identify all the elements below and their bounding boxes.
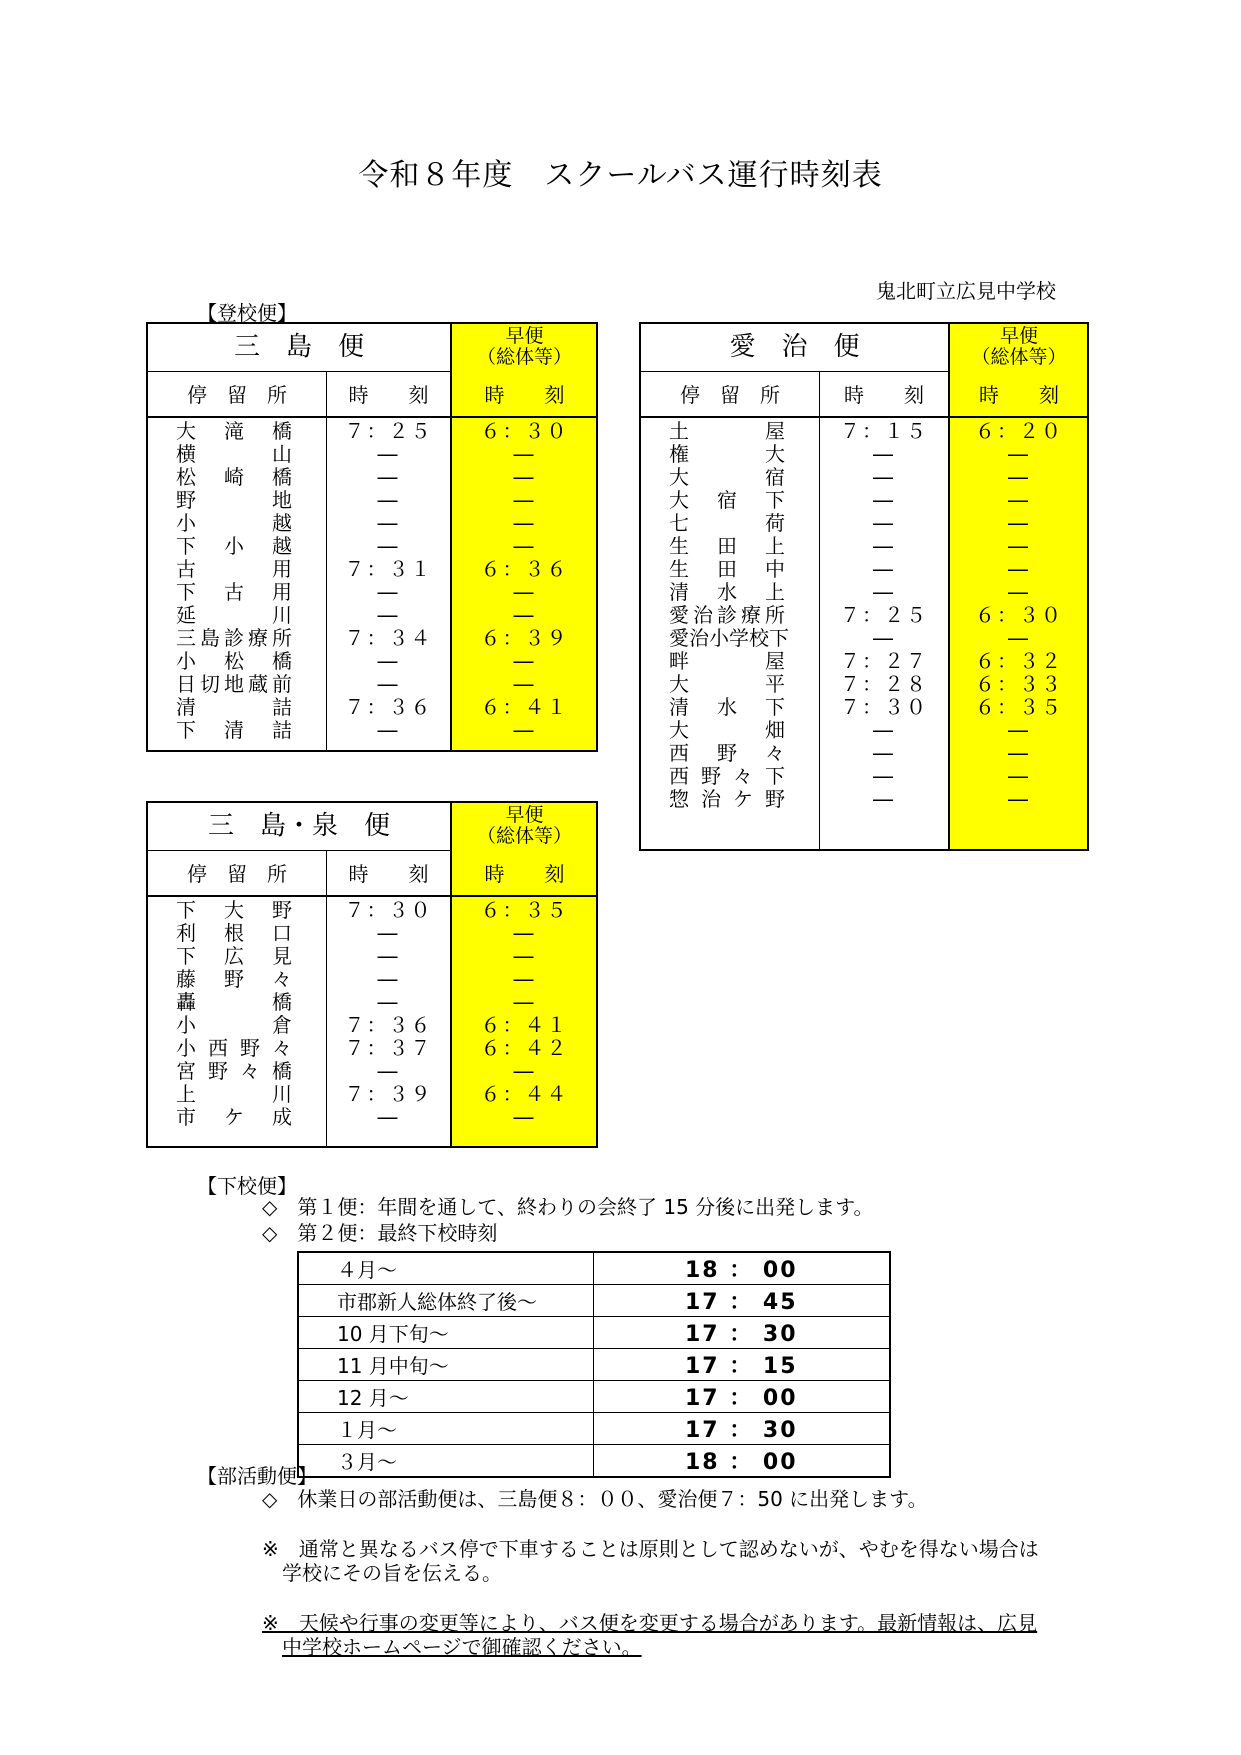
- departure-time: ―: [377, 511, 400, 535]
- early-departure-time: ―: [513, 718, 536, 742]
- stop-name: 松 崎 橋: [176, 465, 292, 489]
- departure-time: ―: [377, 967, 400, 991]
- departure-time: ―: [873, 741, 895, 765]
- early-departure-time: ―: [1008, 741, 1030, 765]
- table-row: [641, 535, 1087, 558]
- table-row: [148, 1106, 596, 1129]
- table-row: [148, 535, 596, 558]
- early-departure-time: ６：３５: [480, 898, 569, 922]
- departure-time: ―: [873, 534, 895, 558]
- period-label: １月～: [298, 1413, 593, 1445]
- table-row: [641, 788, 1087, 811]
- stop-name: 愛 治 小 学 校 下: [669, 626, 789, 650]
- departure-time: ―: [873, 580, 895, 604]
- stop-name: 下 古 用: [176, 580, 292, 604]
- early-departure-time: ―: [513, 1059, 536, 1083]
- early-departure-time: ―: [513, 534, 536, 558]
- school-name: 鬼北町立広見中学校: [876, 279, 1056, 303]
- early-departure-time: ―: [1008, 511, 1030, 535]
- table-row: [148, 466, 596, 489]
- departure-time: ７：２５: [840, 603, 928, 627]
- table-row: [641, 604, 1087, 627]
- route-name: 愛 治 便: [729, 332, 860, 362]
- stop-name: 下 小 越: [176, 534, 292, 558]
- table-row: [298, 1413, 890, 1445]
- table-row: [148, 1037, 596, 1060]
- table-row: [641, 673, 1087, 696]
- departure-time: ７：１５: [840, 419, 928, 443]
- departure-time: ７：３６: [344, 1013, 433, 1037]
- table-row: [148, 899, 596, 922]
- table-row: [148, 1014, 596, 1037]
- departure-time: ―: [873, 488, 895, 512]
- timetable-rows: [148, 899, 596, 1129]
- table-row: [148, 627, 596, 650]
- early-departure-time: ―: [513, 511, 536, 535]
- departure-time: ７：３０: [344, 898, 433, 922]
- table-row: [641, 489, 1087, 512]
- timetable-rows: [148, 420, 596, 742]
- departure-time: ―: [377, 672, 400, 696]
- stop-name: 西 野 々: [669, 741, 785, 765]
- table-row: [298, 1285, 890, 1317]
- table-row: [641, 719, 1087, 742]
- early-departure-time: ―: [513, 442, 536, 466]
- table-row: [148, 673, 596, 696]
- table-row: [641, 696, 1087, 719]
- table-row: [641, 650, 1087, 673]
- table-row: [148, 945, 596, 968]
- stop-name: 大 滝 橋: [176, 419, 292, 443]
- final-departure-table: [297, 1251, 891, 1478]
- note-1-line-2: 学校にその旨を伝える。: [282, 1561, 502, 1585]
- early-departure-time: ―: [1008, 488, 1030, 512]
- departure-time: ―: [377, 603, 400, 627]
- table-row: [641, 627, 1087, 650]
- table-row: [148, 489, 596, 512]
- return-heading: 【下校便】: [197, 1174, 297, 1198]
- departure-time: ７：２７: [840, 649, 928, 673]
- stop-name: 上 川: [176, 1082, 292, 1106]
- early-departure-time: ―: [1008, 626, 1030, 650]
- final-time: 17 ： 15: [593, 1349, 890, 1381]
- departure-time: ７：３１: [344, 557, 433, 581]
- stop-name: 七 荷: [669, 511, 785, 535]
- stop-name: 市 ケ 成: [176, 1105, 292, 1129]
- table-row: [148, 1083, 596, 1106]
- table-row: [641, 420, 1087, 443]
- route-name: 三 島 便: [233, 332, 364, 362]
- early-departure-time: ―: [513, 1105, 536, 1129]
- stop-name: 宮 野 々 橋: [176, 1059, 292, 1083]
- early-time-column-header: 時 刻: [979, 383, 1059, 407]
- stop-name: 大 畑: [669, 718, 785, 742]
- early-departure-time: ―: [1008, 465, 1030, 489]
- mishima-timetable: [146, 322, 598, 752]
- departure-time: ―: [377, 1105, 400, 1129]
- stop-name: 小 松 橋: [176, 649, 292, 673]
- early-departure-time: ―: [513, 465, 536, 489]
- note-1-line-1: ※ 通常と異なるバス停で下車することは原則として認めないが、やむを得ない場合は: [262, 1537, 1039, 1561]
- stop-column-header: 停 留 所: [187, 383, 287, 407]
- table-row: [148, 420, 596, 443]
- stop-name: 大 宿: [669, 465, 785, 489]
- time-column-header: 時 刻: [844, 383, 924, 407]
- early-departure-time: ―: [1008, 557, 1030, 581]
- stop-name: 生 田 中: [669, 557, 785, 581]
- table-row: [298, 1445, 890, 1478]
- early-departure-time: ―: [513, 488, 536, 512]
- timetable-rows: [641, 420, 1087, 811]
- departure-time: ７：３４: [344, 626, 433, 650]
- table-row: [148, 558, 596, 581]
- aiji-timetable: [639, 322, 1089, 851]
- table-row: [148, 604, 596, 627]
- early-departure-time: ―: [1008, 580, 1030, 604]
- early-departure-time: ６：４１: [480, 1013, 569, 1037]
- stop-column-header: 停 留 所: [187, 862, 287, 886]
- early-header: 早便 （総体等）: [971, 325, 1067, 368]
- period-label: 市郡新人総体終了後～: [298, 1285, 593, 1317]
- stop-name: 利 根 口: [176, 921, 292, 945]
- stop-name: 延 川: [176, 603, 292, 627]
- departure-time: ７：２５: [344, 419, 433, 443]
- departure-time: ―: [873, 764, 895, 788]
- departure-time: ―: [873, 465, 895, 489]
- stop-name: 大 宿 下: [669, 488, 785, 512]
- stop-name: 横 山: [176, 442, 292, 466]
- final-time: 18 ： 00: [593, 1252, 890, 1285]
- early-departure-time: ―: [513, 944, 536, 968]
- time-column-header: 時 刻: [348, 862, 429, 886]
- stop-name: 土 屋: [669, 419, 785, 443]
- early-departure-time: ６：３０: [975, 603, 1063, 627]
- table-row: [641, 558, 1087, 581]
- table-row: [298, 1381, 890, 1413]
- route-name: 三 島・泉 便: [207, 811, 390, 841]
- stop-name: 下 広 見: [176, 944, 292, 968]
- table-row: [298, 1252, 890, 1285]
- table-row: [148, 922, 596, 945]
- early-departure-time: ―: [513, 990, 536, 1014]
- stop-name: 権 大: [669, 442, 785, 466]
- final-time: 18 ： 00: [593, 1445, 890, 1478]
- departure-time: ７：２８: [840, 672, 928, 696]
- period-label: 10 月下旬～: [298, 1317, 593, 1349]
- departure-time: ―: [873, 557, 895, 581]
- table-row: [148, 512, 596, 535]
- table-row: [148, 581, 596, 604]
- stop-name: 愛 治 診 療 所: [669, 603, 785, 627]
- departure-time: ―: [377, 649, 400, 673]
- stop-name: 西 野 々 下: [669, 764, 785, 788]
- stop-name: 清 詰: [176, 695, 292, 719]
- early-time-column-header: 時 刻: [484, 862, 565, 886]
- table-row: [641, 765, 1087, 788]
- departure-time: ―: [377, 465, 400, 489]
- return-line-1: ◇ 第１便：年間を通して、終わりの会終了 15 分後に出発します。: [262, 1195, 874, 1219]
- morning-heading: 【登校便】: [197, 301, 297, 325]
- stop-name: 生 田 上: [669, 534, 785, 558]
- early-departure-time: ―: [1008, 787, 1030, 811]
- departure-time: ７：３９: [344, 1082, 433, 1106]
- early-departure-time: ―: [513, 672, 536, 696]
- departure-time: ―: [873, 626, 895, 650]
- mishima-izumi-timetable: [146, 801, 598, 1148]
- final-time: 17 ： 30: [593, 1413, 890, 1445]
- table-row: [148, 968, 596, 991]
- table-row: [148, 991, 596, 1014]
- return-line-2: ◇ 第２便：最終下校時刻: [262, 1221, 498, 1245]
- early-header: 早便 （総体等）: [476, 325, 572, 368]
- early-departure-time: ６：３０: [480, 419, 569, 443]
- stop-name: 下 大 野: [176, 898, 292, 922]
- departure-time: ７：３０: [840, 695, 928, 719]
- early-departure-time: ６：４１: [480, 695, 569, 719]
- early-departure-time: ―: [513, 921, 536, 945]
- departure-time: ―: [873, 442, 895, 466]
- early-departure-time: ―: [1008, 764, 1030, 788]
- table-row: [641, 466, 1087, 489]
- stop-name: 清 水 下: [669, 695, 785, 719]
- departure-time: ―: [377, 1059, 400, 1083]
- early-time-column-header: 時 刻: [484, 383, 565, 407]
- stop-name: 野 地: [176, 488, 292, 512]
- departure-time: ―: [873, 511, 895, 535]
- stop-name: 小 越: [176, 511, 292, 535]
- table-row: [148, 696, 596, 719]
- early-departure-time: ６：２０: [975, 419, 1063, 443]
- early-departure-time: ６：３９: [480, 626, 569, 650]
- early-departure-time: ―: [513, 967, 536, 991]
- early-departure-time: ６：３２: [975, 649, 1063, 673]
- table-row: [148, 650, 596, 673]
- early-departure-time: ６：３５: [975, 695, 1063, 719]
- table-row: [148, 443, 596, 466]
- table-row: [641, 512, 1087, 535]
- table-row: [298, 1349, 890, 1381]
- page-title: 令和８年度 スクールバス運行時刻表: [358, 158, 883, 193]
- stop-name: 畔 屋: [669, 649, 785, 673]
- stop-name: 小 倉: [176, 1013, 292, 1037]
- departure-time: ―: [377, 944, 400, 968]
- departure-time: ７：３７: [344, 1036, 433, 1060]
- stop-name: 惣 治 ケ 野: [669, 787, 785, 811]
- early-header: 早便 （総体等）: [476, 804, 572, 847]
- early-departure-time: ―: [513, 580, 536, 604]
- final-time: 17 ： 45: [593, 1285, 890, 1317]
- stop-column-header: 停 留 所: [680, 383, 780, 407]
- early-departure-time: ６：４２: [480, 1036, 569, 1060]
- final-time: 17 ： 30: [593, 1317, 890, 1349]
- stop-name: 清 水 上: [669, 580, 785, 604]
- period-label: ３月～: [298, 1445, 593, 1478]
- stop-name: 大 平: [669, 672, 785, 696]
- stop-name: 下 清 詰: [176, 718, 292, 742]
- stop-name: 古 用: [176, 557, 292, 581]
- departure-time: ―: [873, 718, 895, 742]
- table-row: [148, 1060, 596, 1083]
- stop-name: 三 島 診 療 所: [176, 626, 292, 650]
- departure-time: ―: [377, 534, 400, 558]
- early-departure-time: ―: [513, 603, 536, 627]
- departure-time: ―: [377, 580, 400, 604]
- departure-time: ―: [873, 787, 895, 811]
- early-departure-time: ６：３３: [975, 672, 1063, 696]
- table-row: [148, 719, 596, 742]
- early-departure-time: ―: [513, 649, 536, 673]
- period-label: 12 月～: [298, 1381, 593, 1413]
- stop-name: 日 切 地 蔵 前: [176, 672, 292, 696]
- time-column-header: 時 刻: [348, 383, 429, 407]
- stop-name: 轟 橋: [176, 990, 292, 1014]
- club-heading: 【部活動便】: [197, 1464, 317, 1488]
- early-departure-time: ―: [1008, 534, 1030, 558]
- table-row: [641, 581, 1087, 604]
- departure-time: ―: [377, 442, 400, 466]
- early-departure-time: ６：３６: [480, 557, 569, 581]
- departure-time: ―: [377, 921, 400, 945]
- period-label: 11 月中旬～: [298, 1349, 593, 1381]
- stop-name: 藤 野 々: [176, 967, 292, 991]
- period-label: ４月～: [298, 1252, 593, 1285]
- note-2-line-2: 中学校ホームページで御確認ください。: [282, 1635, 642, 1659]
- stop-name: 小 西 野 々: [176, 1036, 292, 1060]
- table-row: [298, 1317, 890, 1349]
- departure-time: ―: [377, 718, 400, 742]
- early-departure-time: ―: [1008, 718, 1030, 742]
- table-row: [641, 443, 1087, 466]
- final-time: 17 ： 00: [593, 1381, 890, 1413]
- departure-time: ７：３６: [344, 695, 433, 719]
- departure-time: ―: [377, 990, 400, 1014]
- early-departure-time: ―: [1008, 442, 1030, 466]
- early-departure-time: ６：４４: [480, 1082, 569, 1106]
- club-line: ◇ 休業日の部活動便は、三島便８：００、愛治便７：50 に出発します。: [262, 1487, 928, 1511]
- note-2-line-1: ※ 天候や行事の変更等により、バス便を変更する場合があります。最新情報は、広見: [262, 1611, 1038, 1635]
- table-row: [641, 742, 1087, 765]
- departure-time: ―: [377, 488, 400, 512]
